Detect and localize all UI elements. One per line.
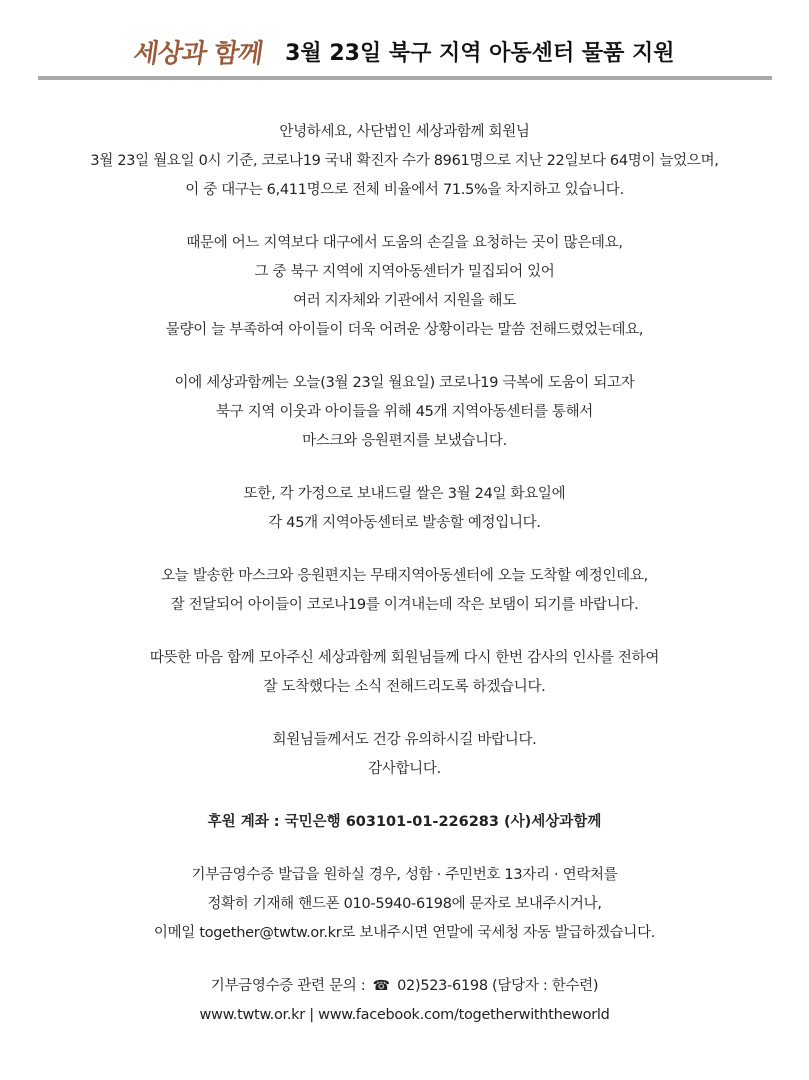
text-line: 또한, 각 가정으로 보내드릴 쌀은 3월 24일 화요일에 (243, 486, 566, 502)
text-line: 따뜻한 마음 함께 모아주신 세상과함께 회원님들께 다시 한번 감사의 인사를 전하여 (149, 650, 660, 666)
paragraph-situation (20, 229, 789, 345)
donation-account-text: 후원 계좌 : 국민은행 603101-01-226283 (사)세상과함께 (207, 814, 602, 830)
paragraph-thanks (20, 644, 789, 702)
text-line: 오늘 발송한 마스크와 응원편지는 무태지역아동센터에 오늘 도착할 예정인데요, (161, 568, 648, 584)
paragraph-rice (20, 480, 789, 538)
paragraph-delivery (20, 562, 789, 620)
header (0, 26, 809, 76)
text-line: 3월 23일 월요일 0시 기준, 코로나19 국내 확진자 수가 8961명으로 지난 22일보다 64명이 늘었으며, (90, 153, 719, 169)
text-line: 때문에 어느 지역보다 대구에서 도움의 손길을 요청하는 곳이 많은데요, (186, 235, 623, 251)
text-line: 북구 지역 이웃과 아이들을 위해 45개 지역아동센터를 통해서 (216, 404, 593, 420)
text-line: 기부금영수증 발급을 원하실 경우, 성함 · 주민번호 13자리 · 연락처를 (191, 867, 618, 883)
paragraph-closing (20, 726, 789, 784)
phone-icon: ☎ (372, 978, 390, 994)
inquiry-line (20, 972, 789, 1001)
text-line: 그 중 북구 지역에 지역아동센터가 밀집되어 있어 (254, 264, 555, 280)
phone-detail: 02)523-6198 (담당자 : 한수련) (397, 978, 599, 994)
text-line: 감사합니다. (368, 761, 441, 777)
text-line: 잘 도착했다는 소식 전해드리도록 하겠습니다. (263, 679, 546, 695)
receipt-info (20, 861, 789, 948)
page-title: 3월 23일 북구 지역 아동센터 물품 지원 (285, 40, 675, 66)
text-line: 이 중 대구는 6,411명으로 전체 비율에서 71.5%을 차지하고 있습니다. (185, 182, 624, 198)
text-line: 이에 세상과함께는 오늘(3월 23일 월요일) 코로나19 극복에 도움이 되고자 (174, 375, 635, 391)
contact-info (20, 972, 789, 1030)
text-line: 마스크와 응원편지를 보냈습니다. (302, 433, 507, 449)
text-line: 여러 지자체와 기관에서 지원을 해도 (293, 293, 516, 309)
article-body (20, 118, 789, 1030)
paragraph-support (20, 369, 789, 456)
logo: 세상과 함께 (132, 38, 265, 69)
text-line: 회원님들께서도 건강 유의하시길 바랍니다. (272, 732, 537, 748)
paragraph-greeting (20, 118, 789, 205)
inquiry-label: 기부금영수증 관련 문의 : (210, 978, 366, 994)
text-line: 잘 전달되어 아이들이 코로나19를 이겨내는데 작은 보탬이 되기를 바랍니다. (170, 597, 639, 613)
text-line: 각 45개 지역아동센터로 발송할 예정입니다. (268, 515, 541, 531)
text-line: 정확히 기재해 핸드폰 010-5940-6198에 문자로 보내주시거나, (207, 896, 602, 912)
donation-account (20, 808, 789, 837)
text-line: 안녕하세요, 사단법인 세상과함께 회원님 (279, 124, 530, 140)
text-line: 물량이 늘 부족하여 아이들이 더욱 어려운 상황이라는 말씀 전해드렸었는데요, (165, 322, 644, 338)
header-divider (38, 76, 772, 80)
website-links: www.twtw.or.kr | www.facebook.com/togetherwiththeworld (199, 1007, 610, 1023)
text-line: 이메일 together@twtw.or.kr로 보내주시면 연말에 국세청 자동 발급하겠습니다. (153, 925, 656, 941)
